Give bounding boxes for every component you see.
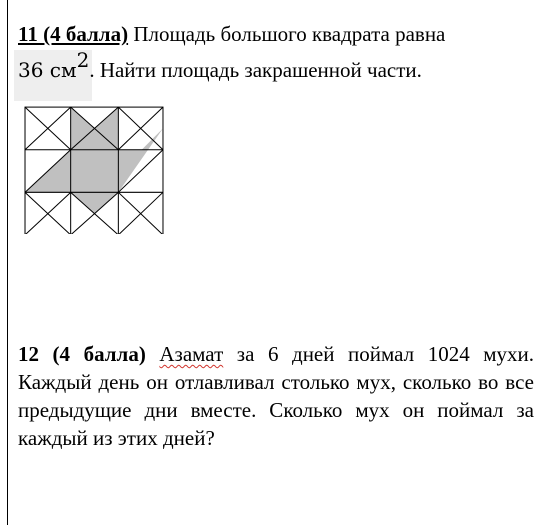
problem-12-label: 12 (4 балла) <box>18 342 146 366</box>
area-value: 36 см <box>18 58 77 82</box>
problem-12-text: за 6 дней поймал 1024 мухи. Каждый день он отлавливал столько мух, сколько во все предыдущие дни вместе. Сколько мух он поймал за каждый из этих дней? <box>18 342 535 450</box>
shaded-square-figure <box>24 106 164 234</box>
problem-11-text-1: Площадь большого квадрата равна <box>128 22 446 46</box>
problem-11-text-2: . Найти площадь закрашенной части. <box>89 58 422 82</box>
spellcheck-name: Азамат <box>159 342 224 366</box>
problem-11 <box>18 20 538 84</box>
problem-12 <box>18 340 534 452</box>
page-margin-line <box>7 0 8 525</box>
area-exponent: 2 <box>76 48 90 72</box>
problem-11-label: 11 (4 балла) <box>18 22 129 46</box>
